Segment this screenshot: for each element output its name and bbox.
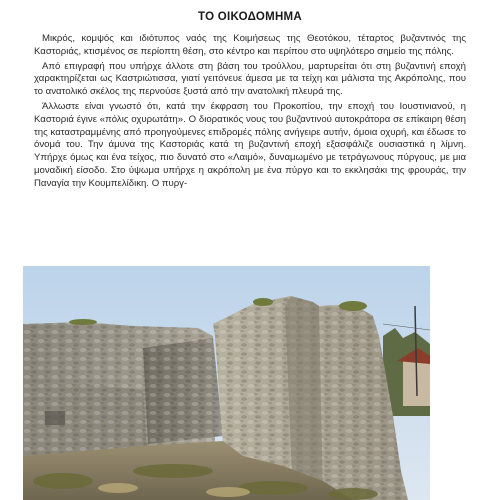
- page-title: ΤΟ ΟΙΚΟΔΟΜΗΜΑ: [197, 11, 303, 23]
- ruins-photo: [23, 266, 430, 500]
- body-text: [34, 33, 466, 193]
- paragraph-2: Από επιγραφή που υπήρχε άλλοτε στη βάση του τρούλλου, μαρτυρείται ότι στη βυζαντινή εποχή χαρακτηρίζεται ως Καστριώτισσα, γιατί γειτόνευε άμεσα με τα τείχη και μάλιστα της Ακρόπολης, που το ανατολικό σκέλος της περνούσε ξυστά από την ανατολική πλευρά της.: [34, 60, 466, 98]
- paragraph-3: Άλλωστε είναι γνωστό ότι, κατά την έκφραση του Προκοπίου, την εποχή του Ιουστινιανού, η Καστοριά έγινε «πόλις οχυρωτάτη». Ο διορατικός νους του βυζαντινού αυτοκράτορα σε επίκαιρη θέση της καταστραμμένης από προηγούμενες επιδρομές πόλης ανήγειρε αυτήν, όμοια οχυρή, και έδωσε το όνομά του. Την άμυνα της Καστοριάς κατά τη βυζαντινή εποχή εξασφάλιζε ουσιαστικά η λίμνη. Υπήρχε όμως και ένα τείχος, πιο δυνατό στο «Λαιμό», δυναμωμένο με τετράγωνους πύργους, με μια μοναδική είσοδο. Στο ύψωμα υπήρχε η ακρόπολη με ένα πύργο και το εκκλησάκι της φρουράς, την Παναγία την Κουμπελίδικη. Ο πυργ-: [34, 100, 466, 189]
- paragraph-1: Μικρός, κομψός και ιδιότυπος ναός της Κοιμήσεως της Θεοτόκου, τέταρτος βυζαντινός της Καστοριάς, κτισμένος σε περίοπτη θέση, στο κέντρο και περίπου στο υψηλότερο σημείο της πόλης.: [34, 33, 466, 57]
